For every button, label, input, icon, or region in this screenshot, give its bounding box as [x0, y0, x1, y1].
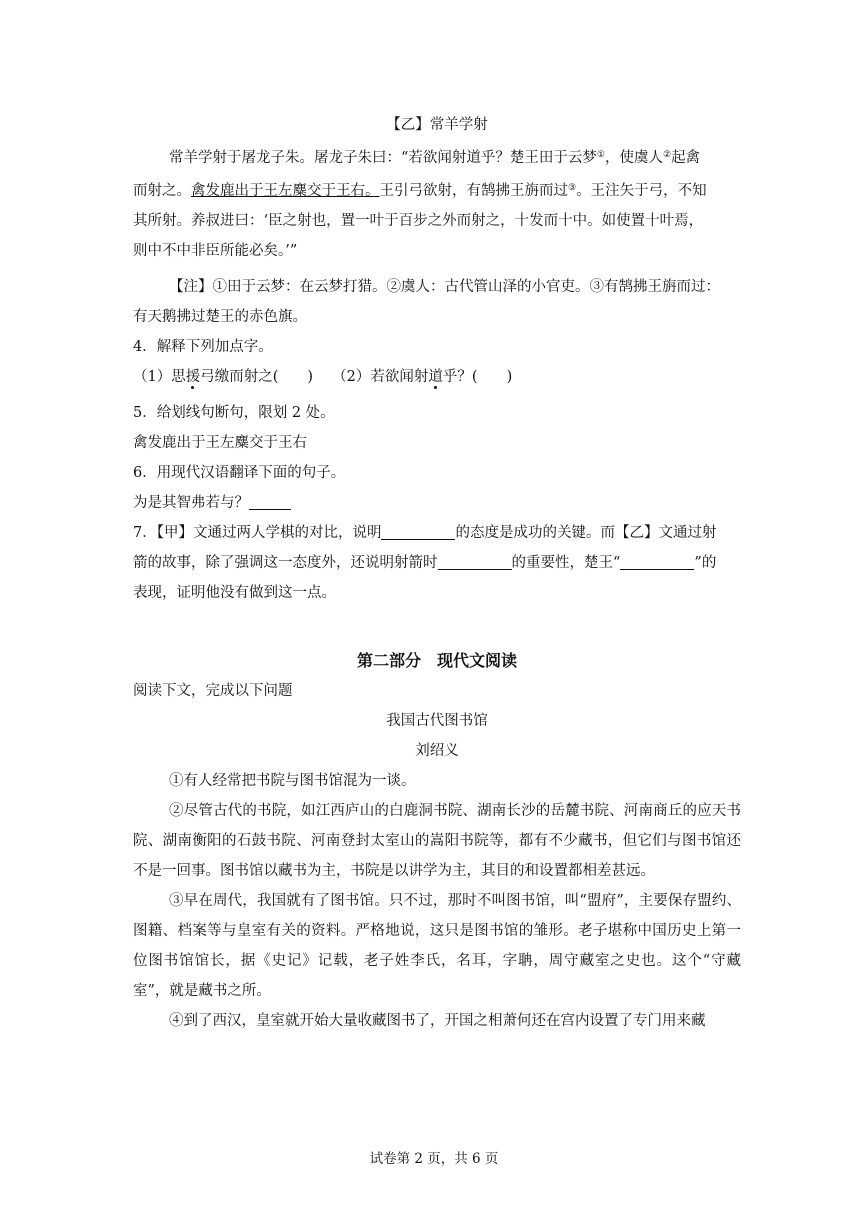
answer-blank[interactable]	[438, 552, 512, 570]
question-6-text: 为是其智弗若与？	[133, 488, 741, 518]
underlined-sentence: 禽发鹿出于王左麋交于王右。	[191, 183, 380, 199]
question-4-items: （1）思援弓缴而射之( ) （2）若欲闻射道乎？( )	[133, 369, 513, 385]
section-title: 第二部分 现代文阅读	[356, 651, 517, 670]
article-paragraph-3: ③早在周代，我国就有了图书馆。只不过，那时不叫图书馆，叫“盟府”，主要保存盟约、图籍、档案等与皇室有关的资料。严格地说，这只是图书馆的雏形。老子堪称中国历史上第一位图书馆馆长，据《史记》记载，老子姓李氏，名耳，字聃，周守藏室之史也。这个“守藏室”，就是藏书之所。	[133, 893, 741, 999]
notes-line-1: 【注】①田于云梦：在云梦打猎。②虞人：古代管山泽的小官吏。③有鹄拂王旃而过：	[169, 279, 720, 295]
notes-line-2: 有天鹅拂过楚王的赤色旗。	[133, 309, 307, 325]
passage-b-line-3: 其所射。养叔进曰：‘臣之射也，置一叶于百步之外而射之，十发而十中。如使置十叶焉，	[133, 213, 704, 229]
page-content	[133, 110, 741, 1036]
question-5: 5．给划线句断句，限划 2 处。	[133, 405, 335, 421]
page-footer: 试卷第 2 页，共 6 页	[369, 1151, 499, 1167]
reading-instruction: 阅读下文，完成以下问题	[133, 683, 293, 699]
question-4: 4．解释下列加点字。	[133, 339, 273, 355]
answer-blank[interactable]	[620, 552, 694, 570]
answer-blank[interactable]	[249, 492, 291, 510]
passage-b-title: 【乙】常羊学射	[386, 117, 488, 133]
question-5-text: 禽发鹿出于王左麋交于王右	[133, 435, 307, 451]
question-7-line-2: 箭的故事，除了强调这一态度外，还说明射箭时 的重要性，楚王“ ”的	[133, 548, 741, 578]
footnote-marker: ②	[663, 150, 672, 160]
article-title: 我国古代图书馆	[386, 713, 488, 729]
footnote-marker: ①	[596, 150, 605, 160]
question-6: 6．用现代汉语翻译下面的句子。	[133, 465, 346, 481]
footnote-marker: ③	[568, 183, 577, 193]
article-paragraph-1: ①有人经常把书院与图书馆混为一谈。	[169, 773, 416, 789]
dotted-char: 援	[185, 369, 201, 385]
question-7-line-3: 表现，证明他没有做到这一点。	[133, 585, 336, 601]
answer-blank[interactable]	[381, 522, 455, 540]
article-paragraph-2: ②尽管古代的书院，如江西庐山的白鹿洞书院、湖南长沙的岳麓书院、河南商丘的应天书院、湖南衡阳的石鼓书院、河南登封太室山的嵩阳书院等，都有不少藏书，但它们与图书馆还不是一回事。图书馆以藏书为主，书院是以讲学为主，其目的和设置都相差甚远。	[133, 803, 741, 879]
question-7-line-1: 7．【甲】文通过两人学棋的对比，说明 的态度是成功的关键。而【乙】文通过射	[133, 518, 741, 548]
article-author: 刘绍义	[415, 743, 459, 759]
passage-b-line-4: 则中不中非臣所能必矣。’”	[133, 243, 298, 259]
article-paragraph-4: ④到了西汉，皇室就开始大量收藏图书了，开国之相萧何还在宫内设置了专门用来藏	[169, 1013, 706, 1029]
dotted-char: 道	[428, 369, 443, 385]
passage-b-line-2: 而射之。禽发鹿出于王左麋交于王右。王引弓欲射，有鹄拂王旃而过③。王注矢于弓，不知	[133, 183, 707, 199]
passage-b-line-1: 常羊学射于屠龙子朱。屠龙子朱曰：“若欲闻射道乎？楚王田于云梦①，使虞人②起禽	[169, 150, 701, 166]
